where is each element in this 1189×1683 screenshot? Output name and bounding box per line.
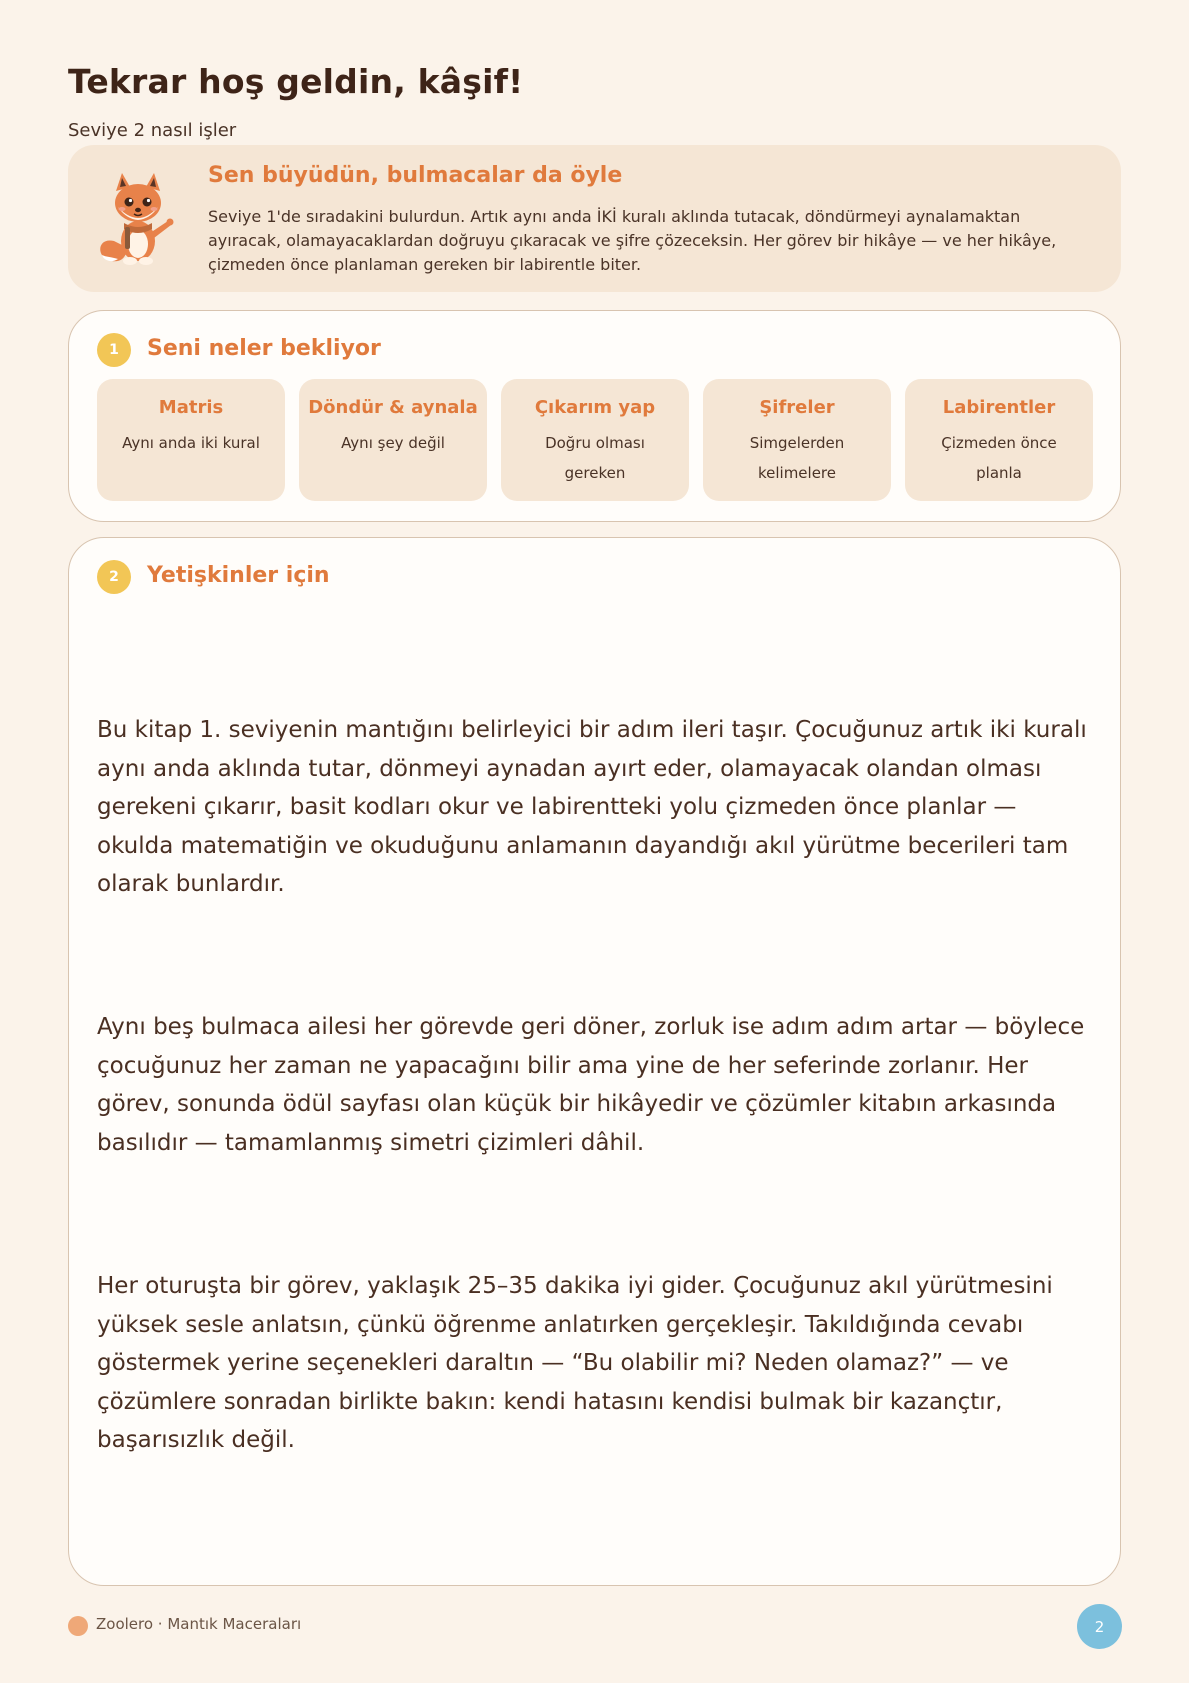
topic-tile-title: Labirentler [942, 397, 1056, 418]
topic-tile-rotate-mirror [299, 379, 487, 501]
page-title: Tekrar hoş geldin, kâşif! [68, 62, 524, 101]
intro-title: Sen büyüdün, bulmacalar da öyle [208, 163, 623, 188]
footer-brand: Zoolero · Mantık Maceraları [96, 1615, 302, 1633]
topic-tile-ciphers [703, 379, 891, 501]
topic-tile-title: Matris [158, 397, 224, 418]
section-title: Seni neler bekliyor [147, 336, 381, 361]
topic-tile-title: Döndür & aynala [308, 397, 478, 418]
dot-icon [68, 1616, 88, 1636]
adult-paragraph: Her oturuşta bir görev, yaklaşık 25–35 dakika iyi gider. Çocuğunuz akıl yürütmesini yüksek sesle anlatsın, çünkü öğrenme anlatırken gerçekleşir. Takıldığında cevabı göstermek yerine seçenekleri daraltın — “Bu olabilir mi? Neden olamaz?” — ve çözümlere sonradan birlikte bakın: kendi hatasını kendisi bulmak bir kazançtır, başarısızlık değil. [97, 1273, 1053, 1453]
topic-tiles [97, 379, 1093, 501]
intro-body: Seviye 1'de sıradakini bulurdun. Artık aynı anda İKİ kuralı aklında tutacak, döndürmeyi aynalamaktan ayıracak, olamayacaklardan doğruyu çıkaracak ve şifre çözeceksin. Her görev bir hikâye — ve her hikâye, çizmeden önce planlaman gereken bir labirentle biter. [208, 207, 1057, 274]
adult-paragraph: Bu kitap 1. seviyenin mantığını belirleyici bir adım ileri taşır. Çocuğunuz artık iki kuralı aynı anda aklında tutar, dönmeyi aynadan ayırt eder, olamayacak olandan olması gerekeni çıkarır, basit kodları okur ve labirentteki yolu çizmeden önce planlar — okulda matematiğin ve okuduğunu anlamanın dayandığı akıl yürütme becerileri tam olarak bunlardır. [97, 717, 1087, 897]
intro-banner [68, 145, 1121, 292]
topic-tile-title: Çıkarım yap [534, 397, 656, 418]
for-adults-section [68, 537, 1121, 1586]
section-title: Yetişkinler için [147, 563, 330, 588]
fox-mascot-icon [94, 171, 180, 267]
what-awaits-section [68, 310, 1121, 522]
topic-tile-title: Şifreler [759, 397, 835, 418]
adult-paragraph: Aynı beş bulmaca ailesi her görevde geri döner, zorluk ise adım adım artar — böylece çocuğunuz her zaman ne yapacağını bilir ama yine de her seferinde zorlanır. Her görev, sonunda ödül sayfası olan küçük bir hikâyedir ve çözümler kitabın arkasında basılıdır — tamamlanmış simetri çizimleri dâhil. [97, 1014, 1085, 1156]
topic-tile-desc: Doğru olması gereken [545, 434, 645, 482]
topic-tile-matrix [97, 379, 285, 501]
topic-tile-desc: Çizmeden önce planla [941, 434, 1057, 482]
section-number-badge: 2 [97, 560, 131, 594]
topic-tile-desc: Aynı anda iki kural [122, 434, 260, 452]
topic-tile-desc: Simgelerden kelimelere [749, 434, 845, 482]
section-number-badge: 1 [97, 333, 131, 367]
page-subtitle: Seviye 2 nasıl işler [68, 120, 237, 141]
page-number: 2 [1077, 1604, 1122, 1649]
topic-tile-mazes [905, 379, 1093, 501]
topic-tile-deduction [501, 379, 689, 501]
topic-tile-desc: Aynı şey değil [341, 434, 445, 452]
